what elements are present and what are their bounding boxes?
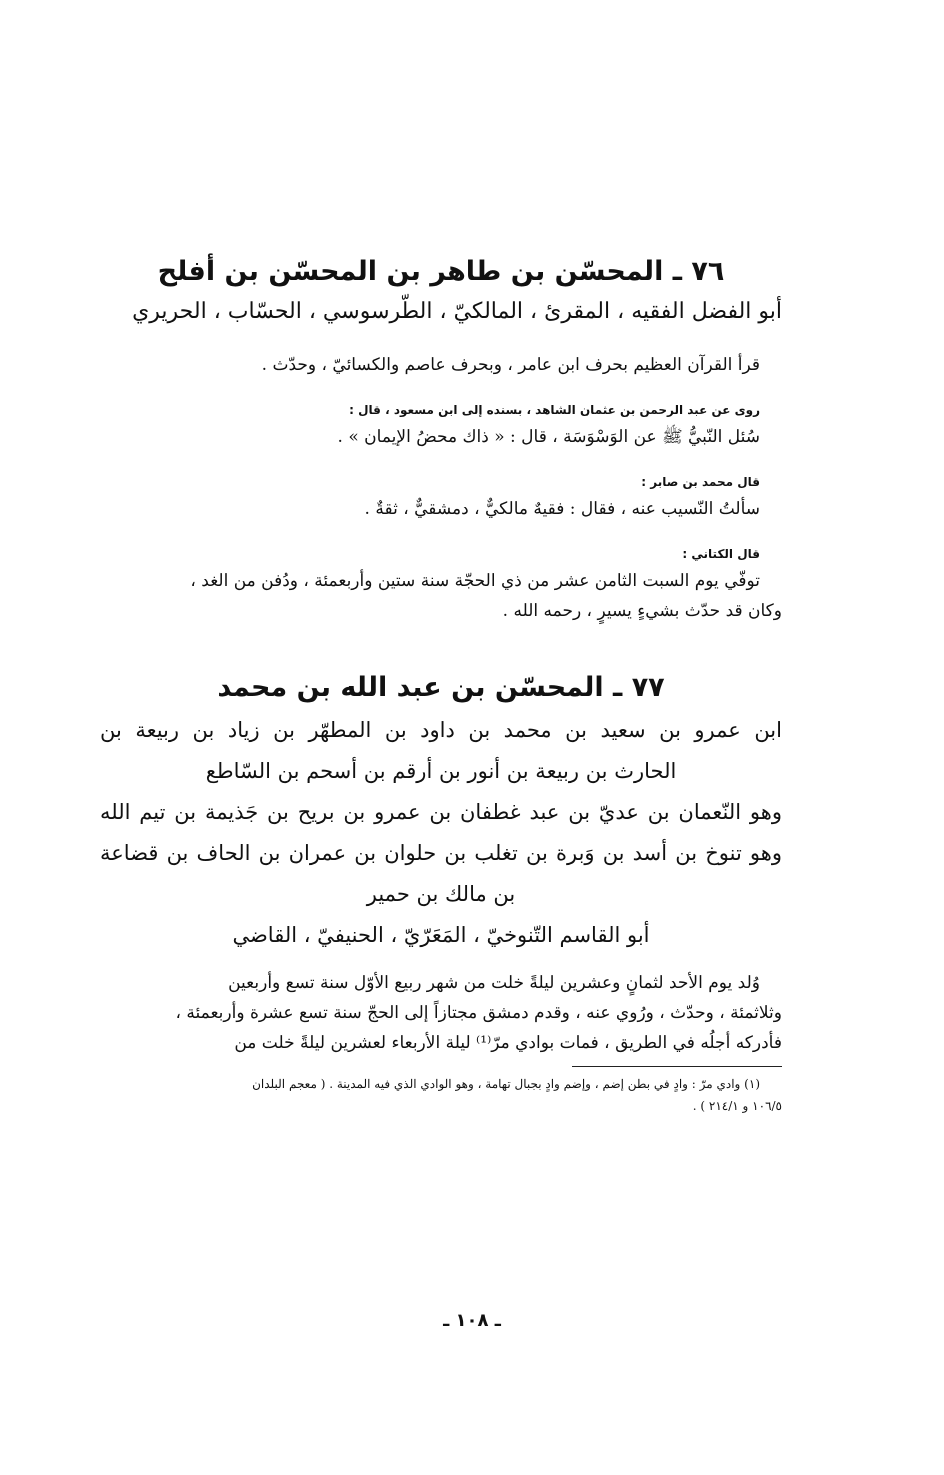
- entry-76-hadith: سُئل النّبيُّ ﷺ عن الوَسْوَسَة ، قال : « ذاك محضُ الإيمان » .: [337, 427, 760, 447]
- footnote-line-2: ١٠٦/٥ و ٢١٤/١ ) .: [692, 1099, 782, 1113]
- entry-77-paragraph-line-1: وُلد يوم الأحد لثمانٍ وعشرين ليلةً خلت من شهر ربيع الأوّل سنة تسع وأربعين: [228, 973, 760, 993]
- entry-77-lineage-line-4: وهو تنوخ بن أسد بن وَبرة بن تغلب بن حلوان بن عمران بن الحاف بن قضاعة: [100, 841, 782, 865]
- entry-77-paragraph-line-2: وثلاثمئة ، وحدّث ، ورُوي عنه ، وقدم دمشق مجتازاً إلى الحجّ سنة تسع عشرة وأربعمئة ،: [175, 1003, 782, 1023]
- entry-77-title: ٧٧ ـ المحسّن بن عبد الله بن محمد: [217, 672, 665, 703]
- entry-76-subtitle: أبو الفضل الفقيه ، المقرئ ، المالكيّ ، الطّرسوسي ، الحسّاب ، الحريري: [132, 299, 782, 324]
- entry-76-narrator-2: قال محمد بن صابر :: [641, 475, 760, 489]
- entry-76-paragraph-1: قرأ القرآن العظيم بحرف ابن عامر ، وبحرف عاصم والكسائيّ ، وحدّث .: [261, 355, 760, 375]
- page-body: [100, 250, 782, 1117]
- entry-76-title: ٧٦ ـ المحسّن بن طاهر بن المحسّن بن أفلح: [157, 256, 725, 287]
- entry-76-narrator-3: قال الكتاني :: [682, 547, 760, 561]
- footnote-line-1: (١) وادي مرّ : وادٍ في بطن إضم ، وإضم وادٍ بجبال تهامة ، وهو الوادي الذي فيه المدينة . ( معجم البلدان: [252, 1077, 760, 1091]
- entry-77-lineage-line-3: وهو النّعمان بن عديّ بن عبد غطفان بن عمرو بن بريح بن جَذيمة بن تيم الله: [100, 800, 782, 824]
- page-number: ـ ١٠٨ ـ: [443, 1310, 501, 1331]
- entry-77-lineage-line-2: الحارث بن ربيعة بن أنور بن أرقم بن أسحم بن السّاطع: [205, 759, 677, 783]
- entry-76-paragraph-2: سألتُ النّسيب عنه ، فقال : فقيهٌ مالكيٌّ ، دمشقيٌّ ، ثقةٌ .: [364, 499, 760, 519]
- entry-77-lineage-line-5: بن مالك بن حمير: [366, 882, 516, 906]
- entry-76-paragraph-3-line-1: توفّي يوم السبت الثامن عشر من ذي الحجّة سنة ستين وأربعمئة ، ودُفن من الغد ،: [190, 571, 760, 591]
- footnote-rule: [572, 1066, 782, 1067]
- entry-76-paragraph-3-line-2: وكان قد حدّث بشيءٍ يسيرٍ ، رحمه الله .: [502, 601, 782, 621]
- entry-77-paragraph-line-3: فأدركه أجلُه في الطريق ، فمات بوادي مرّ⁽¹⁾ ليلة الأربعاء لعشرين ليلةً خلت من: [234, 1033, 782, 1053]
- entry-77-subtitle: أبو القاسم التّنوخيّ ، المَعَرّيّ ، الحنيفيّ ، القاضي: [232, 923, 650, 947]
- entry-76-narrator-1: روى عن عبد الرحمن بن عثمان الشاهد ، بسنده إلى ابن مسعود ، قال :: [349, 403, 760, 417]
- entry-77-lineage-line-1: ابن عمرو بن سعيد بن محمد بن داود بن المطهّر بن زياد بن ربيعة بن: [100, 718, 782, 742]
